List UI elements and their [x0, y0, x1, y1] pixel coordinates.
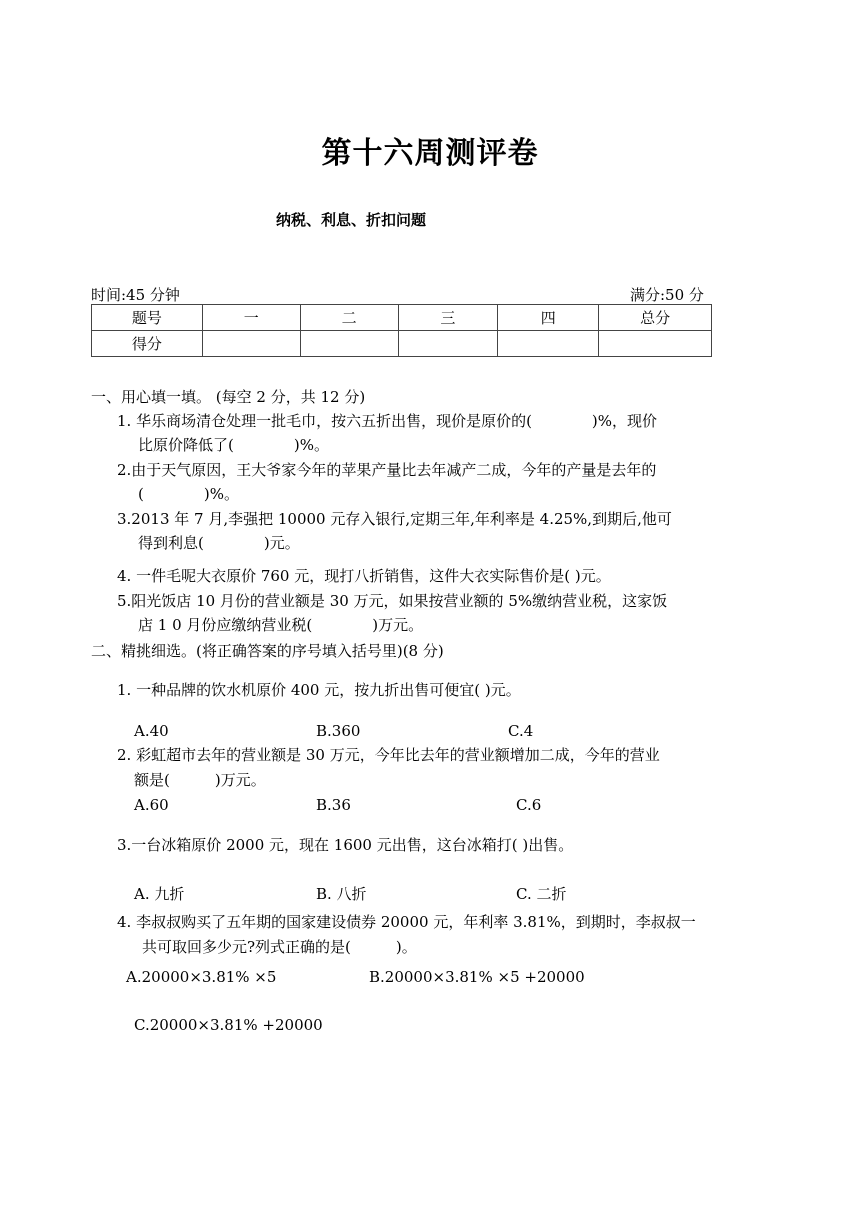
- s2-q1-option-a: A.40: [134, 722, 169, 740]
- s2-q2-option-c: C.6: [516, 796, 542, 814]
- score-header-cell: 四: [498, 305, 599, 331]
- score-header-cell: 题号: [92, 305, 203, 331]
- score-header-cell: 总分: [599, 305, 712, 331]
- s2-q2-option-a: A.60: [134, 796, 169, 814]
- score-table-header-row: [92, 305, 712, 331]
- score-cell: [599, 331, 712, 357]
- s1-q3-line2: 得到利息( )元。: [138, 534, 300, 552]
- s2-q2-line2: 额是( )万元。: [134, 771, 266, 789]
- section1-title: 一、用心填一填。 (每空 2 分，共 12 分): [91, 388, 366, 406]
- score-header-cell: 三: [398, 305, 498, 331]
- s1-q4: 4. 一件毛呢大衣原价 760 元，现打八折销售，这件大衣实际售价是( )元。: [117, 567, 611, 585]
- s2-q1-option-c: C.4: [508, 722, 534, 740]
- s1-q2-line1: 2.由于天气原因，王大爷家今年的苹果产量比去年减产二成，今年的产量是去年的: [117, 461, 657, 479]
- score-cell: [300, 331, 398, 357]
- s1-q5-line1: 5.阳光饭店 10 月份的营业额是 30 万元，如果按营业额的 5%缴纳营业税，这家饭: [117, 592, 668, 610]
- time-limit: 时间:45 分钟: [91, 286, 180, 304]
- score-header-cell: 一: [202, 305, 300, 331]
- s2-q3-option-b: B. 八折: [316, 885, 367, 903]
- s2-q2-option-b: B.36: [316, 796, 351, 814]
- full-score: 满分:50 分: [630, 286, 704, 304]
- score-table: [91, 304, 712, 357]
- s2-q3-option-a: A. 九折: [134, 885, 185, 903]
- s2-q4-option-a: A.20000×3.81% ×5: [126, 968, 277, 986]
- score-header-cell: 二: [300, 305, 398, 331]
- s2-q3: 3.一台冰箱原价 2000 元，现在 1600 元出售，这台冰箱打( )出售。: [117, 836, 574, 854]
- score-cell: [398, 331, 498, 357]
- s1-q5-line2: 店 1 0 月份应缴纳营业税( )万元。: [138, 616, 424, 634]
- section2-title: 二、精挑细选。(将正确答案的序号填入括号里)(8 分): [91, 642, 444, 660]
- s1-q2-line2: ( )%。: [138, 485, 239, 503]
- score-cell: [498, 331, 599, 357]
- page-title: 第十六周测评卷: [321, 136, 539, 171]
- s2-q3-option-c: C. 二折: [516, 885, 567, 903]
- s1-q3-line1: 3.2013 年 7 月,李强把 10000 元存入银行,定期三年,年利率是 4.25%,到期后,他可: [117, 510, 672, 528]
- s2-q1-option-b: B.360: [316, 722, 361, 740]
- s1-q1-line1: 1. 华乐商场清仓处理一批毛巾，按六五折出售，现价是原价的( )%，现价: [117, 412, 658, 430]
- s2-q1: 1. 一种品牌的饮水机原价 400 元，按九折出售可便宜( )元。: [117, 681, 521, 699]
- s2-q4-option-c: C.20000×3.81% +20000: [134, 1016, 323, 1034]
- page-subtitle: 纳税、利息、折扣问题: [276, 211, 427, 229]
- s2-q2-line1: 2. 彩虹超市去年的营业额是 30 万元，今年比去年的营业额增加二成，今年的营业: [117, 746, 660, 764]
- s1-q1-line2: 比原价降低了( )%。: [138, 436, 329, 454]
- s2-q4-option-b: B.20000×3.81% ×5 +20000: [369, 968, 585, 986]
- s2-q4-line1: 4. 李叔叔购买了五年期的国家建设债券 20000 元，年利率 3.81%，到期时，李叔叔一: [117, 913, 696, 931]
- s2-q4-line2: 共可取回多少元?列式正确的是( )。: [142, 938, 417, 956]
- score-cell: [202, 331, 300, 357]
- score-row-label: 得分: [92, 331, 203, 357]
- score-table-score-row: [92, 331, 712, 357]
